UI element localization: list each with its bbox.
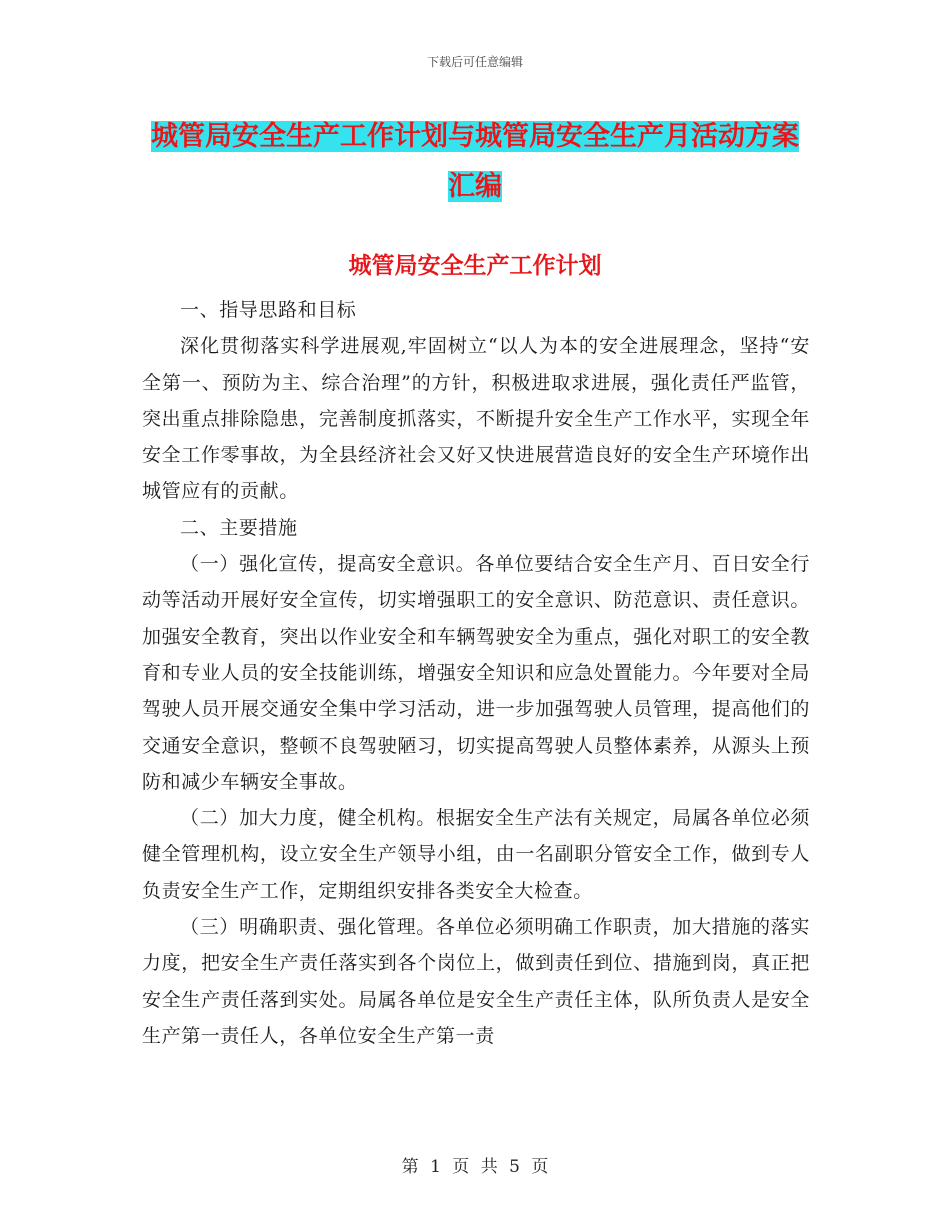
paragraph-measure-2: （二）加大力度，健全机构。根据安全生产法有关规定，局属各单位必须健全管理机构，设立安全生产领导小组，由一名副职分管安全工作，做到专人负责安全生产工作，定期组织安排各类安全大检查。	[142, 807, 810, 902]
page-header-note: 下载后可任意编辑	[426, 55, 523, 69]
document-body	[142, 292, 810, 1054]
paragraph-measure-1: （一）强化宣传，提高安全意识。各单位要结合安全生产月、百日安全行动等活动开展好安全宣传，切实增强职工的安全意识、防范意识、责任意识。加强安全教育，突出以作业安全和车辆驾驶安全为重点，强化对职工的安全教育和专业人员的安全技能训练，增强安全知识和应急处置能力。今年要对全局驾驶人员开展交通安全集中学习活动，进一步加强驾驶人员管理，提高他们的交通安全意识，整顿不良驾驶陋习，切实提高驾驶人员整体素养，从源头上预防和减少车辆安全事故。	[142, 553, 810, 793]
document-title-text: 城管局安全生产工作计划与城管局安全生产月活动方案汇编	[151, 121, 799, 202]
page-number: 第 1 页 共 5 页	[401, 1157, 549, 1177]
section-title: 城管局安全生产工作计划	[348, 253, 602, 279]
document-title	[140, 112, 810, 212]
paragraph-guiding-ideas: 深化贯彻落实科学进展观,牢固树立“以人为本的安全进展理念，坚持“安全第一、预防为主、综合治理”的方针，积极进取求进展，强化责任严监管，突出重点排除隐患，完善制度抓落实，不断提升安全生产工作水平，实现全年安全工作零事故，为全县经济社会又好又快进展营造良好的安全生产环境作出城管应有的贡献。	[142, 335, 810, 503]
heading-main-measures: 二、主要措施	[180, 516, 298, 539]
paragraph-measure-3: （三）明确职责、强化管理。各单位必须明确工作职责，加大措施的落实力度，把安全生产责任落实到各个岗位上，做到责任到位、措施到岗，真正把安全生产责任落到实处。局属各单位是安全生产责任主体，队所负责人是安全生产第一责任人，各单位安全生产第一责	[142, 916, 810, 1047]
heading-guiding-ideas: 一、指导思路和目标	[180, 299, 357, 321]
